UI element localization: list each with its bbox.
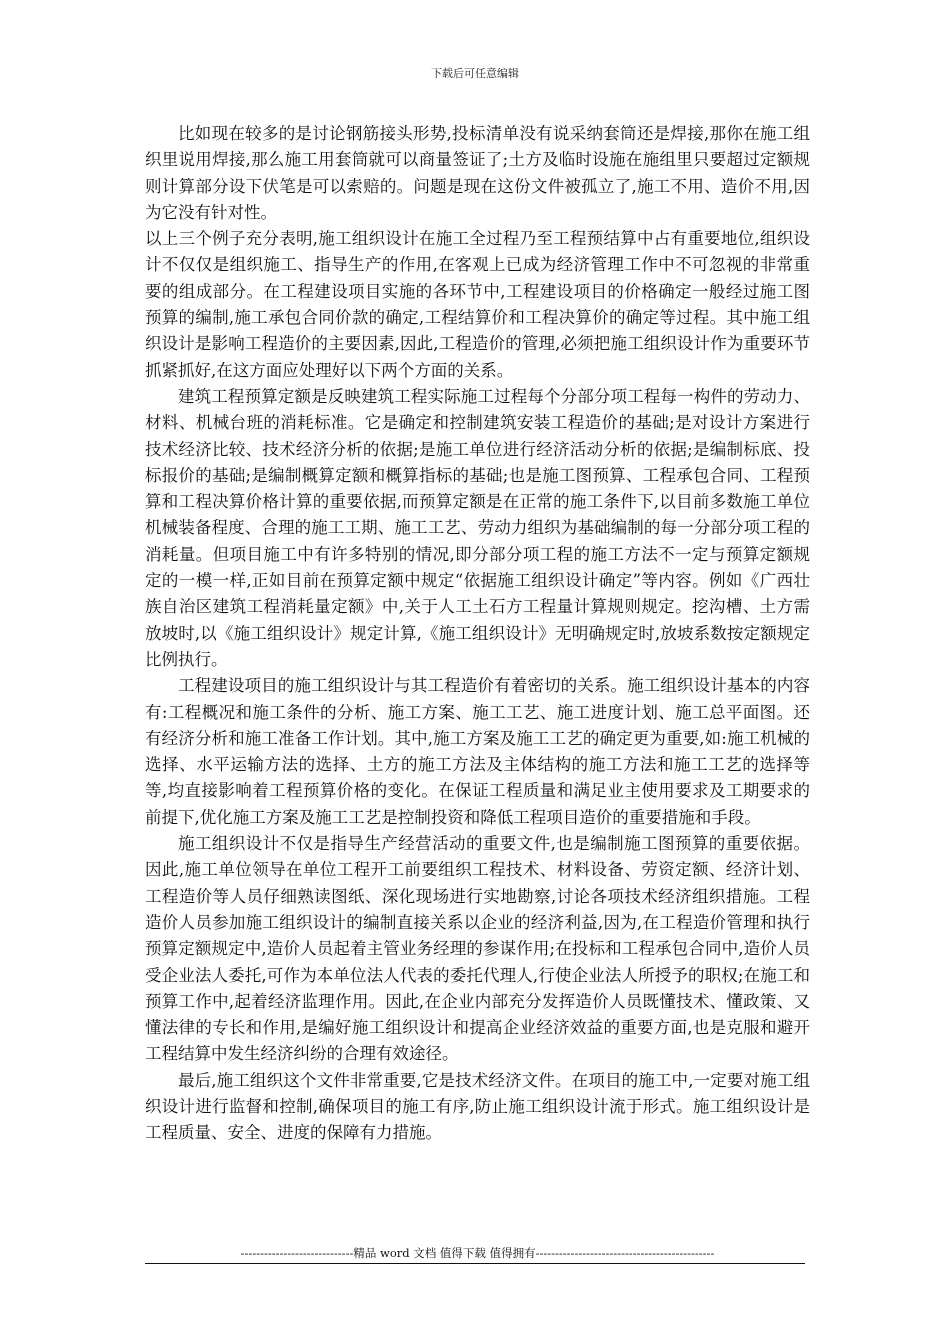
paragraph-6: 最后,施工组织这个文件非常重要,它是技术经济文件。在项目的施工中,一定要对施工组织设计进行监督和控制,确保项目的施工有序,防止施工组织设计流于形式。施工组织设计是工程质量、安全、进度的保障有力措施。	[145, 1070, 810, 1143]
paragraph-1: 比如现在较多的是讨论钢筋接头形势,投标清单没有说采纳套筒还是焊接,那你在施工组织里说用焊接,那么施工用套筒就可以商量签证了;土方及临时设施在施组里只要超过定额规则计算部分设下伏笔是可以索赔的。问题是现在这份文件被孤立了,施工不用、造价不用,因为它没有针对性。	[145, 124, 810, 222]
paragraph-2: 以上三个例子充分表明,施工组织设计在施工全过程乃至工程预结算中占有重要地位,组织设计不仅仅是组织施工、指导生产的作用,在客观上已成为经济管理工作中不可忽视的非常重要的组成部分。在工程建设项目实施的各环节中,工程建设项目的价格确定一般经过施工图预算的编制,施工承包合同价款的确定,工程结算价和工程决算价的确定等过程。其中施工组织设计是影响工程造价的主要因素,因此,工程造价的管理,必须把施工组织设计作为重要环节抓紧抓好,在这方面应处理好以下两个方面的关系。	[145, 229, 810, 380]
paragraph-4: 工程建设项目的施工组织设计与其工程造价有着密切的关系。施工组织设计基本的内容有:工程概况和施工条件的分析、施工方案、施工工艺、施工进度计划、施工总平面图。还有经济分析和施工准备工作计划。其中,施工方案及施工工艺的确定更为重要,如:施工机械的选择、水平运输方法的选择、土方的施工方法及主体结构的施工方法和施工工艺的选择等等,均直接影响着工程预算价格的变化。在保证工程质量和满足业主使用要求及工期要求的前提下,优化施工方案及施工工艺是控制投资和降低工程项目造价的重要措施和手段。	[145, 676, 810, 827]
header-note: 下载后可任意编辑	[431, 67, 519, 80]
footer-divider	[145, 1263, 805, 1264]
paragraph-3: 建筑工程预算定额是反映建筑工程实际施工过程每个分部分项工程每一构件的劳动力、材料、机械台班的消耗标准。它是确定和控制建筑安装工程造价的基础;是对设计方案进行技术经济比较、技术经济分析的依据;是施工单位进行经济活动分析的依据;是编制标底、投标报价的基础;是编制概算定额和概算指标的基础;也是施工图预算、工程承包合同、工程预算和工程决算价格计算的重要依据,而预算定额是在正常的施工条件下,以目前多数施工单位机械装备程度、合理的施工工期、施工工艺、劳动力组织为基础编制的每一分部分项工程的消耗量。但项目施工中有许多特别的情况,即分部分项工程的施工方法不一定与预算定额规定的一模一样,正如目前在预算定额中规定“依据施工组织设计确定”等内容。例如《广西壮族自治区建筑工程消耗量定额》中,关于人工土石方工程量计算规则规定。挖沟槽、土方需放坡时,以《施工组织设计》规定计算,《施工组织设计》无明确规定时,放坡系数按定额规定比例执行。	[145, 386, 810, 669]
footer-text: -----------------------------精品 word 文档 值得下载 值得拥有----------------------------------------------	[240, 1246, 715, 1260]
document-body	[145, 121, 810, 1147]
paragraph-5: 施工组织设计不仅是指导生产经营活动的重要文件,也是编制施工图预算的重要依据。因此,施工单位领导在单位工程开工前要组织工程技术、材料设备、劳资定额、经济计划、工程造价等人员仔细熟读图纸、深化现场进行实地勘察,讨论各项技术经济组织措施。工程造价人员参加施工组织设计的编制直接关系以企业的经济利益,因为,在工程造价管理和执行预算定额规定中,造价人员起着主管业务经理的参谋作用;在投标和工程承包合同中,造价人员受企业法人委托,可作为本单位法人代表的委托代理人,行使企业法人所授予的职权;在施工和预算工作中,起着经济监理作用。因此,在企业内部充分发挥造价人员既懂技术、懂政策、又懂法律的专长和作用,是编好施工组织设计和提高企业经济效益的重要方面,也是克服和避开工程结算中发生经济纠纷的合理有效途径。	[145, 834, 810, 1064]
